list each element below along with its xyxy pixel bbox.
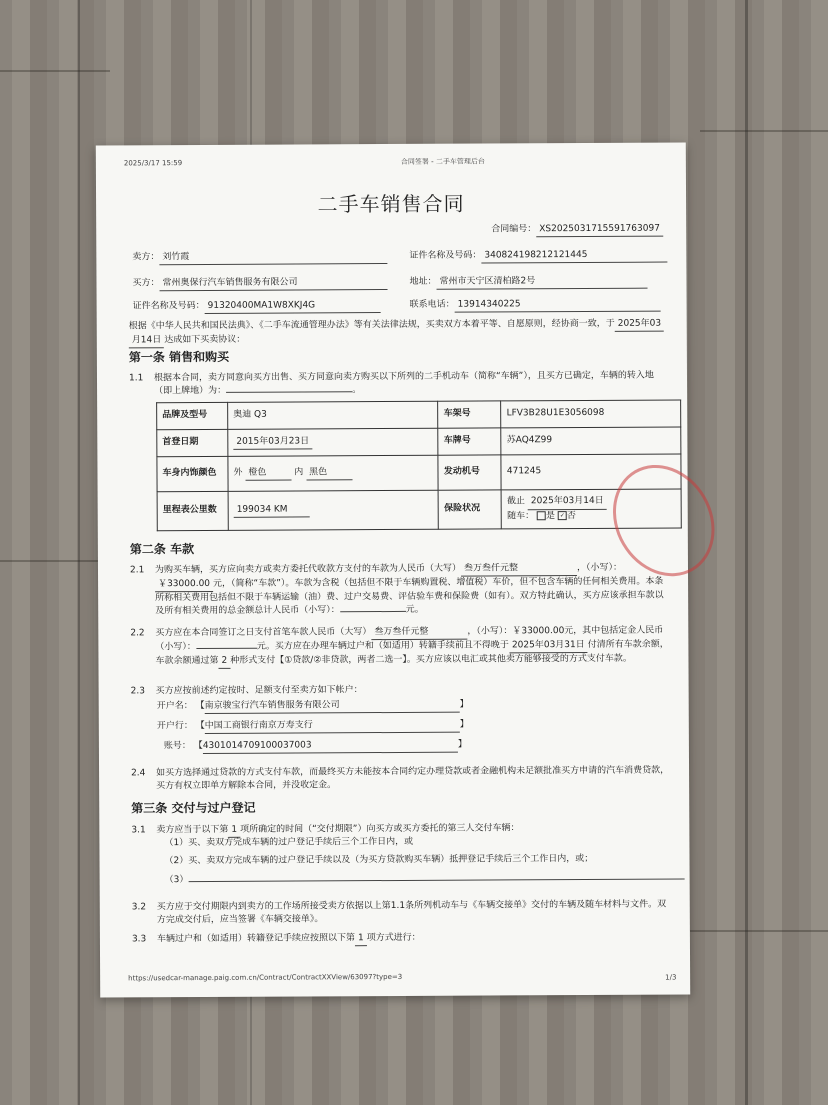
floor-seam bbox=[690, 930, 828, 932]
page-number: 1/3 bbox=[665, 973, 677, 982]
browser-page-title: 合同签署 - 二手车管理后台 bbox=[400, 157, 485, 166]
account-name-row: 开户名： 【南京骏宝行汽车销售服务有限公司 】 bbox=[157, 699, 469, 715]
contract-page bbox=[96, 142, 690, 997]
article2-title: 第二条 车款 bbox=[129, 542, 195, 557]
table-row: 首登日期 2015年03月23日 车牌号 苏AQ4Z99 bbox=[157, 427, 681, 457]
article3-title: 第三条 交付与过户登记 bbox=[131, 800, 256, 816]
preamble: 根据《中华人民共和国民法典》、《二手车流通管理办法》等有关法律法规，买卖双方本着平等、自愿原则，经协商一致，于 2025年03 月14日 达成如下买卖协议： bbox=[129, 318, 665, 349]
article1-title: 第一条 销售和购买 bbox=[128, 349, 230, 365]
print-time: 2025/3/17 15:59 bbox=[123, 159, 183, 168]
footer-url: https://usedcar-manage.paig.com.cn/Contract/ContractXXView/63097?type=3 bbox=[128, 972, 403, 983]
floor-seam bbox=[0, 70, 110, 72]
bank-row: 开户行： 【中国工商银行南京万寿支行 】 bbox=[157, 719, 469, 735]
vehicle-table bbox=[156, 399, 682, 531]
checkbox-no-checked: ✓ bbox=[559, 511, 565, 519]
clause-2-3: 2.3 买方应按前述约定按时、足额支付至卖方如下帐户： bbox=[130, 685, 363, 697]
table-row: 车身内饰颜色 外 橙色 内 黑色 发动机号 471245 bbox=[157, 454, 681, 492]
clause-3-3: 3.3 车辆过户和（如适用）转籍登记手续应按照以下第 1 项方式进行： bbox=[131, 932, 421, 945]
account-number-row: 账号： 【4301014709100037003 】 bbox=[157, 739, 467, 755]
table-row: 里程表公里数 199034 KM 保险状况 截止 2025年03月14日 随车： 是 ✓ 否 bbox=[157, 489, 681, 531]
buyer-id: 证件名称及号码： 91320400MA1W8XKJ4G bbox=[133, 299, 381, 314]
buyer: 买方： 常州奥保行汽车销售服务有限公司 bbox=[132, 276, 387, 291]
clause-3-2: 3.2 买方应于交付期限内到卖方的工作场所接受卖方依据以上第1.1条所列机动车与《车辆交接单》交付的车辆及随车材料与文件。双方完成交付后，应当签署《车辆交接单》。 bbox=[131, 899, 667, 926]
floor-seam bbox=[0, 560, 98, 562]
clause-3-1: 3.1 卖方应当于以下第 1 项所确定的时间（“交付期限”）向买方或买方委托的第三人交付车辆： bbox=[131, 822, 671, 839]
document-title: 二手车销售合同 bbox=[317, 191, 465, 217]
floor-seam bbox=[700, 130, 828, 132]
buyer-address: 地址： 常州市天宁区清柏路2号 bbox=[409, 275, 647, 290]
seller-id: 证件名称及号码： 340824198212121445 bbox=[409, 249, 667, 264]
clause-2-1: 2.1 为购买车辆，买方应向卖方或卖方委托代收款方支付的车款为人民币（大写） 叁万叁仟元整 ，（小写）：￥33000.00 元，（简称“车款”）。车款为含税（包括但不限于车辆购置税、增值税）车价，但不包含车辆的任何相关费用。本条所称相关费用包括但不限于车辆运输（油）费、过户交易费、评估验车费和保险费（如有）。双方特此确认，买方应该承担车款以及所有相关费用的总金额总计人民币（小写）： 元。 bbox=[129, 562, 664, 617]
seller: 卖方： 刘竹霞 bbox=[132, 250, 387, 265]
checkbox-yes bbox=[537, 511, 546, 520]
table-row: 品牌及型号 奥迪 Q3 车架号 LFV3B28U1E3056098 bbox=[157, 400, 681, 430]
option-2: （2）买、卖双方完成车辆的过户登记手续以及（为买方贷款购买车辆）抵押登记手续后三个工作日内，或； bbox=[164, 853, 594, 867]
clause-2-2: 2.2 买方应在本合同签订之日支付首笔车款人民币（大写） 叁万叁仟元整 ，（小写）：￥33000.00元，其中包括定金人民币（小写）： 元。买方应在办理车辆过户和（如适用）转籍手续前且不得晚于 2025年03月31日 付清所有车款余额，车款余额通过第 2 种形式支付【①贷款/②非贷款，两者二选一】。买方应该以电汇或其他卖方能够接受的方式支付车款。 bbox=[130, 625, 670, 670]
clause-2-4: 2.4 如买方选择通过贷款的方式支付车款，而最终买方未能按本合同约定办理贷款或者金融机构未足额批准买方申请的汽车消费贷款，买方有权立即单方解除本合同，并没收定金。 bbox=[131, 765, 670, 792]
buyer-phone: 联系电话： 13914340225 bbox=[410, 298, 661, 313]
clause-1-1: 1.1 根据本合同，卖方同意向买方出售、买方同意向卖方购买以下所列的二手机动车（简称“车辆”），且买方已确定，车辆的转入地（即上牌地）为： 。 bbox=[128, 370, 654, 397]
contract-number: 合同编号： XS2025031715591763097 bbox=[491, 223, 663, 238]
option-1: （1）买、卖双方完成车辆的过户登记手续后三个工作日内，或 bbox=[164, 836, 414, 849]
option-3: （3） bbox=[165, 871, 685, 887]
